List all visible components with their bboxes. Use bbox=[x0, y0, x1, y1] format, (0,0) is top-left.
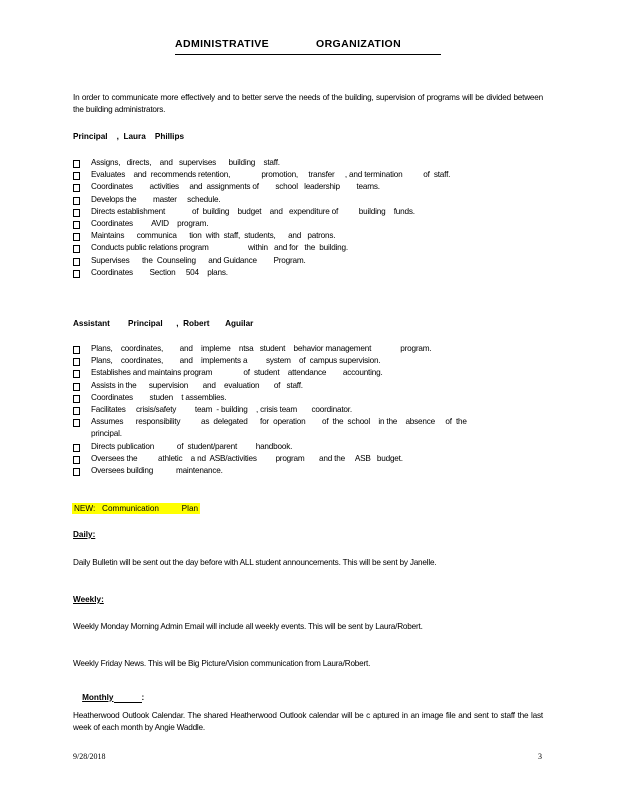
checkbox-bullet-icon bbox=[73, 172, 80, 180]
checkbox-bullet-icon bbox=[73, 197, 80, 205]
list-item-text: Plans, coordinates, and impleme ntsa student behavior management program. bbox=[91, 344, 432, 353]
list-item bbox=[73, 380, 467, 392]
checkbox-bullet-icon bbox=[73, 209, 80, 217]
list-item bbox=[73, 404, 467, 416]
list-item bbox=[73, 255, 450, 267]
list-item-text: Oversees building maintenance. bbox=[91, 466, 223, 476]
checkbox-bullet-icon bbox=[73, 468, 80, 476]
principal-duties-list bbox=[73, 157, 450, 279]
weekly-paragraph-1: Weekly Monday Morning Admin Email will include all weekly events. This will be sent by Laura/Robert. bbox=[73, 622, 423, 631]
list-item-text: Supervises the Counseling and Guidance Program. bbox=[91, 255, 306, 265]
list-item-text: Oversees the athletic a nd ASB/activities program and the ASB budget. bbox=[91, 453, 403, 463]
page-title bbox=[175, 38, 441, 55]
title-left: ADMINISTRATIVE bbox=[175, 38, 270, 50]
list-item bbox=[73, 218, 450, 230]
list-item-text: Establishes and maintains program of student attendance accounting. bbox=[91, 368, 383, 378]
checkbox-bullet-icon bbox=[73, 395, 80, 403]
monthly-heading-underline bbox=[114, 693, 142, 703]
daily-paragraph: Daily Bulletin will be sent out the day before with ALL student announcements. This will be sent by Janelle. bbox=[73, 558, 437, 567]
daily-heading: Daily: bbox=[73, 530, 96, 539]
checkbox-bullet-icon bbox=[73, 270, 80, 278]
checkbox-bullet-icon bbox=[73, 233, 80, 241]
list-item-text: Evaluates and recommends retention, promotion, transfer , and termination of staff. bbox=[91, 170, 451, 180]
intro-paragraph: In order to communicate more effectively and to better serve the needs of the building, supervision of programs will be divided between the building administrators. bbox=[73, 93, 543, 114]
list-item-text: Directs publication of student/parent handbook. bbox=[91, 441, 293, 451]
footer-date: 9/28/2018 bbox=[73, 752, 106, 761]
list-item bbox=[73, 206, 450, 218]
monthly-paragraph: Heatherwood Outlook Calendar. The shared Heatherwood Outlook calendar will be c aptured in an image file and sent to staff the last week of each month by Angie Waddle. bbox=[73, 711, 543, 732]
list-item-text: Coordinates AVID program. bbox=[91, 219, 209, 229]
checkbox-bullet-icon bbox=[73, 383, 80, 391]
list-item bbox=[73, 343, 467, 355]
list-item bbox=[73, 157, 450, 169]
list-item bbox=[73, 392, 467, 404]
list-item-text: Conducts public relations program within and for the building. bbox=[91, 243, 348, 253]
checkbox-bullet-icon bbox=[73, 444, 80, 452]
new-communication-plan-heading: NEW: Communication Plan bbox=[74, 504, 199, 513]
list-item-text: principal. bbox=[91, 429, 122, 439]
list-item-text: Coordinates activities and assignments of school leadership teams. bbox=[91, 182, 380, 192]
list-item-text: Assists in the supervision and evaluation of staff. bbox=[91, 380, 303, 390]
checkbox-bullet-icon bbox=[73, 258, 80, 266]
checkbox-bullet-icon bbox=[73, 370, 80, 378]
list-item bbox=[73, 194, 450, 206]
list-item-text: Assigns, directs, and supervises building staff. bbox=[91, 158, 280, 167]
list-item-text: Coordinates studen t assemblies. bbox=[91, 392, 227, 402]
checkbox-bullet-icon bbox=[73, 184, 80, 192]
list-item bbox=[73, 169, 450, 181]
principal-heading: Principal , Laura Phillips bbox=[73, 132, 185, 141]
list-item bbox=[73, 355, 467, 367]
list-item bbox=[73, 230, 450, 242]
checkbox-bullet-icon bbox=[73, 407, 80, 415]
list-item bbox=[73, 367, 467, 379]
list-item-text: Develops the master schedule. bbox=[91, 194, 221, 204]
checkbox-bullet-icon bbox=[73, 245, 80, 253]
monthly-heading: Monthly bbox=[82, 693, 114, 702]
list-item-text: Facilitates crisis/safety team - building , crisis team coordinator. bbox=[91, 405, 352, 415]
list-item-text: Assumes responsibility as delegated for operation of the school in the absence of the bbox=[91, 417, 467, 427]
list-item-text: Maintains communica tion with staff, students, and patrons. bbox=[91, 231, 336, 241]
list-item-text: Coordinates Section 504 plans. bbox=[91, 267, 228, 277]
checkbox-bullet-icon bbox=[73, 456, 80, 464]
list-item bbox=[73, 441, 467, 453]
weekly-paragraph-2: Weekly Friday News. This will be Big Picture/Vision communication from Laura/Robert. bbox=[73, 659, 371, 668]
list-item bbox=[73, 428, 467, 440]
checkbox-bullet-icon bbox=[73, 221, 80, 229]
list-item-text: Directs establishment of building budget and expenditure of building funds. bbox=[91, 206, 415, 216]
monthly-heading-line bbox=[73, 684, 144, 712]
list-item bbox=[73, 416, 467, 428]
assistant-duties-list bbox=[73, 343, 467, 477]
checkbox-bullet-icon bbox=[73, 419, 80, 427]
list-item bbox=[73, 242, 450, 254]
list-item bbox=[73, 465, 467, 477]
list-item-text: Plans, coordinates, and implements a system of campus supervision. bbox=[91, 356, 381, 366]
list-item bbox=[73, 181, 450, 193]
list-item bbox=[73, 267, 450, 279]
weekly-heading: Weekly: bbox=[73, 595, 104, 604]
checkbox-bullet-icon bbox=[73, 160, 80, 168]
list-item bbox=[73, 453, 467, 465]
checkbox-bullet-icon bbox=[73, 346, 80, 354]
monthly-colon: : bbox=[141, 693, 145, 702]
assistant-principal-heading: Assistant Principal , Robert Aguilar bbox=[73, 319, 254, 328]
title-right: ORGANIZATION bbox=[316, 38, 402, 50]
footer-page-number: 3 bbox=[538, 752, 542, 761]
checkbox-bullet-icon bbox=[73, 358, 80, 366]
